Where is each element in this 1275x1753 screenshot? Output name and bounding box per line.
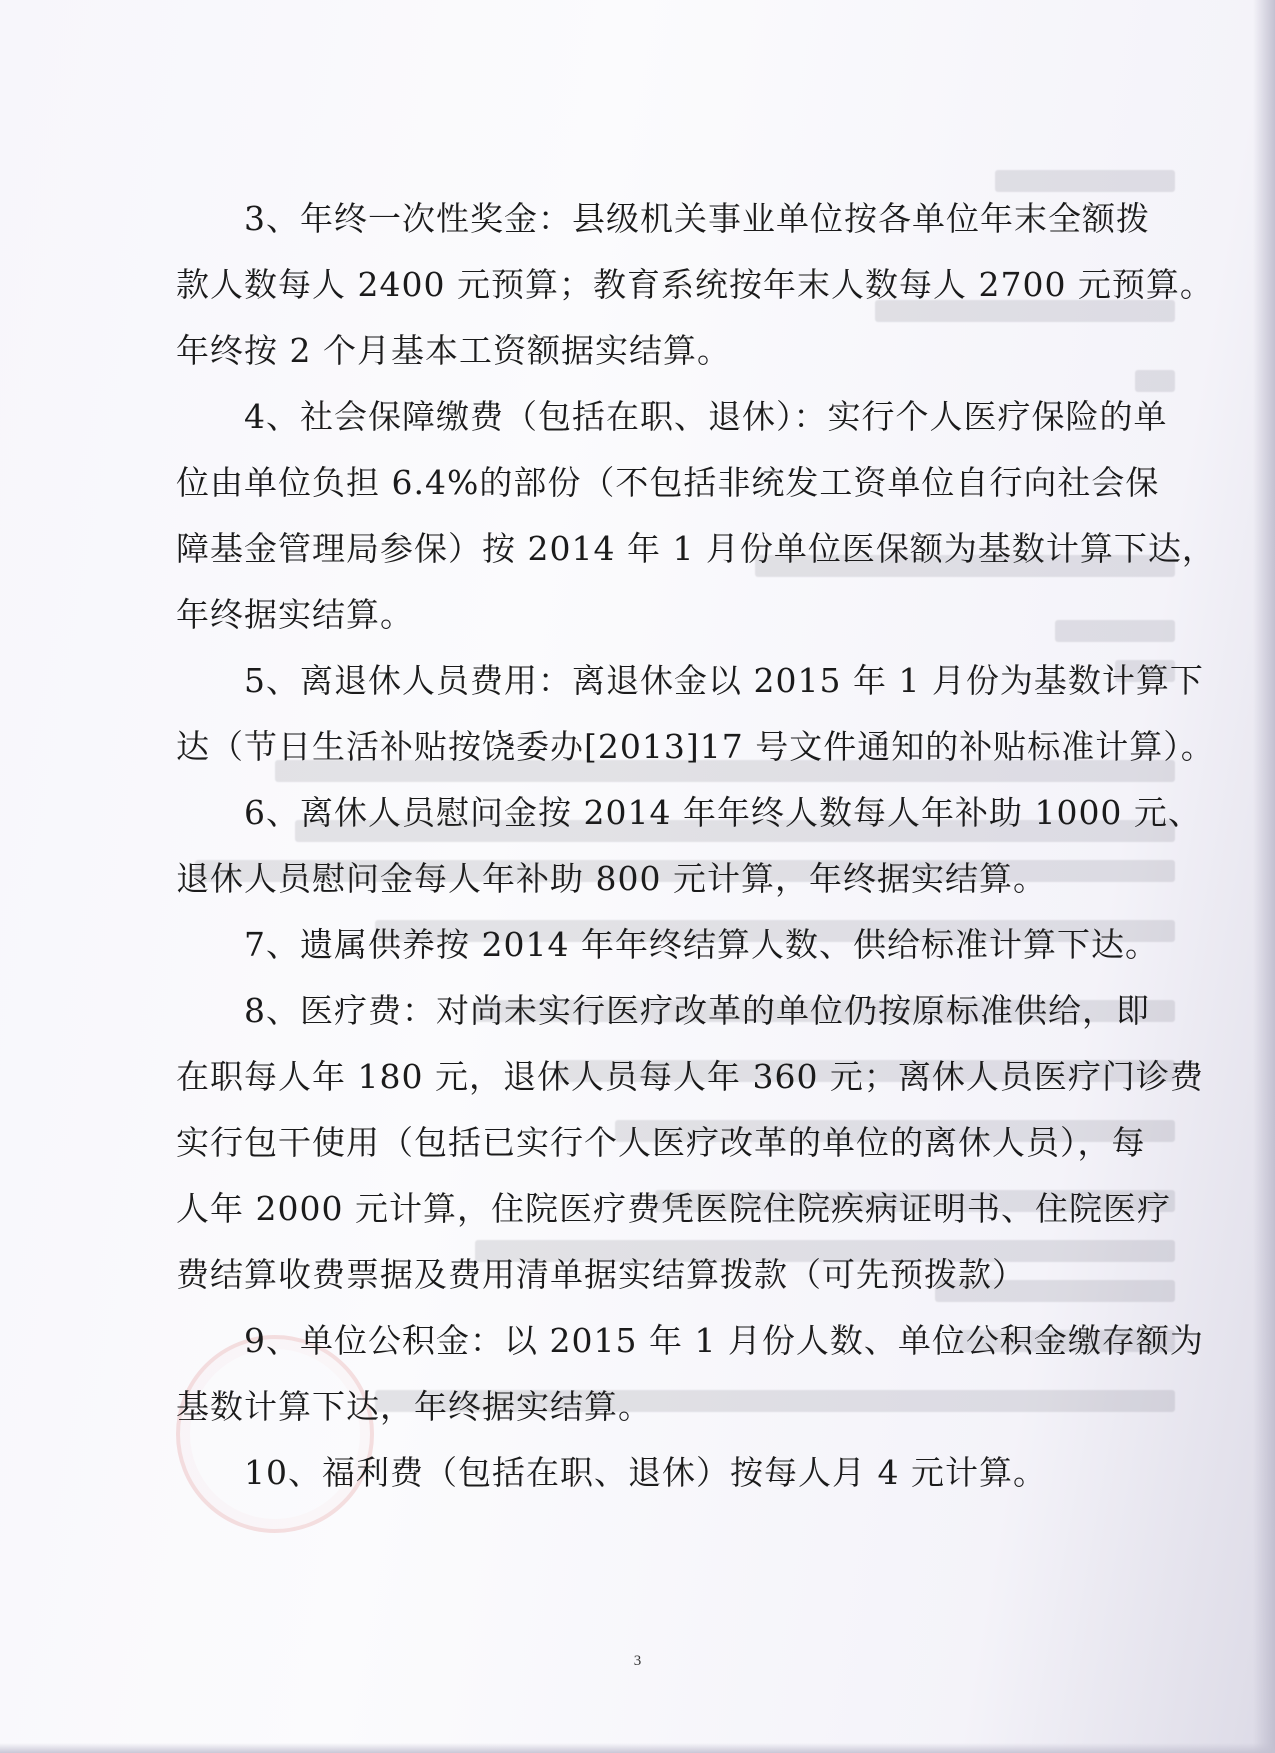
text-line: 退休人员慰问金每人年补助 800 元计算，年终据实结算。 <box>176 859 1047 898</box>
body-text <box>176 186 1216 1506</box>
text-line: 人年 2000 元计算，住院医疗费凭医院住院疾病证明书、住院医疗 <box>176 1189 1171 1228</box>
page-number: 3 <box>633 1653 642 1669</box>
text-line: 5、离退休人员费用：离退休金以 2015 年 1 月份为基数计算下 <box>244 661 1204 700</box>
text-line: 7、遗属供养按 2014 年年终结算人数、供给标准计算下达。 <box>244 925 1159 964</box>
text-line: 实行包干使用（包括已实行个人医疗改革的单位的离休人员），每 <box>176 1123 1146 1162</box>
page-edge-shadow <box>1253 0 1275 1753</box>
text-line: 障基金管理局参保）按 2014 年 1 月份单位医保额为基数计算下达， <box>176 529 1216 568</box>
text-line: 10、福利费（包括在职、退休）按每人月 4 元计算。 <box>244 1453 1047 1492</box>
text-line: 款人数每人 2400 元预算；教育系统按年末人数每人 2700 元预算。 <box>176 265 1214 304</box>
page-bottom-shadow <box>0 1743 1275 1753</box>
text-line: 6、离休人员慰问金按 2014 年年终人数每人年补助 1000 元、 <box>244 793 1202 832</box>
text-line: 基数计算下达，年终据实结算。 <box>176 1387 652 1426</box>
text-line: 9、单位公积金：以 2015 年 1 月份人数、单位公积金缴存额为 <box>244 1321 1204 1360</box>
text-line: 在职每人年 180 元，退休人员每人年 360 元；离休人员医疗门诊费 <box>176 1057 1204 1096</box>
text-line: 达（节日生活补贴按饶委办[2013]17 号文件通知的补贴标准计算）。 <box>176 727 1215 766</box>
text-line: 费结算收费票据及费用清单据实结算拨款（可先预拨款） <box>176 1255 1026 1294</box>
text-line: 年终按 2 个月基本工资额据实结算。 <box>176 331 731 370</box>
text-line: 4、社会保障缴费（包括在职、退休）：实行个人医疗保险的单 <box>244 397 1168 436</box>
text-line: 8、医疗费：对尚未实行医疗改革的单位仍按原标准供给，即 <box>244 991 1150 1030</box>
text-line: 3、年终一次性奖金：县级机关事业单位按各单位年末全额拨 <box>244 199 1150 238</box>
text-line: 位由单位负担 6.4%的部份（不包括非统发工资单位自行向社会保 <box>176 463 1160 502</box>
text-line: 年终据实结算。 <box>176 595 414 634</box>
